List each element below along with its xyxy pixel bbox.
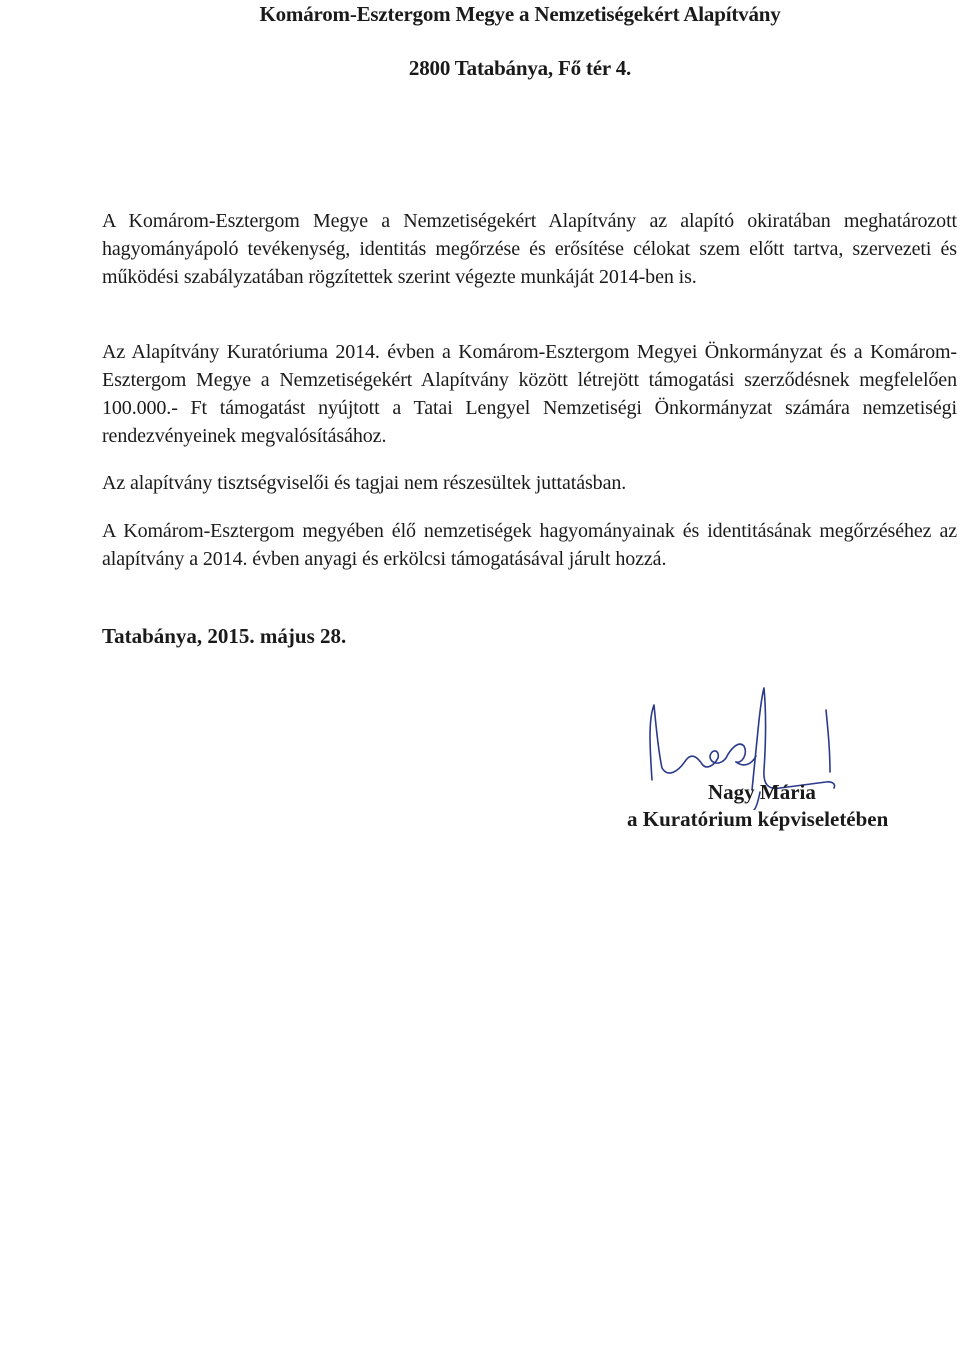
paragraph-support: Az Alapítvány Kuratóriuma 2014. évben a Komárom-Esztergom Megyei Önkormányzat és a Komárom-Esztergom Megye a Nemzetiségekért Alapítvány között létrejött támogatási szerződésnek megfelelően 100.000.- Ft támogatást nyújtott a Tatai Lengyel Nemzetiségi Önkormányzat számára nemzetiségi rendezvényeinek megvalósításához.	[102, 341, 957, 447]
paragraph-officers: Az alapítvány tisztségviselői és tagjai nem részesültek juttatásban.	[102, 472, 627, 494]
paragraph-mission: A Komárom-Esztergom Megye a Nemzetiségekért Alapítvány az alapító okiratában meghatározott hagyományápoló tevékenység, identitás megőrzése és erősítése célokat szem előtt tartva, szervezeti és működési szabályzatában rögzítettek szerint végezte munkáját 2014-ben is.	[102, 210, 957, 288]
signer-role: a Kuratórium képviseletében	[627, 807, 889, 831]
organization-address: 2800 Tatabánya, Fő tér 4.	[408, 56, 632, 80]
organization-title: Komárom-Esztergom Megye a Nemzetiségekért Alapítvány	[259, 2, 781, 26]
paragraph-contribution: A Komárom-Esztergom megyében élő nemzetiségek hagyományainak és identitásának megőrzéséhez az alapítvány a 2014. évben anyagi és erkölcsi támogatásával járult hozzá.	[102, 520, 957, 570]
place-and-date: Tatabánya, 2015. május 28.	[102, 624, 347, 648]
signer-name: Nagy Mária	[708, 780, 816, 804]
